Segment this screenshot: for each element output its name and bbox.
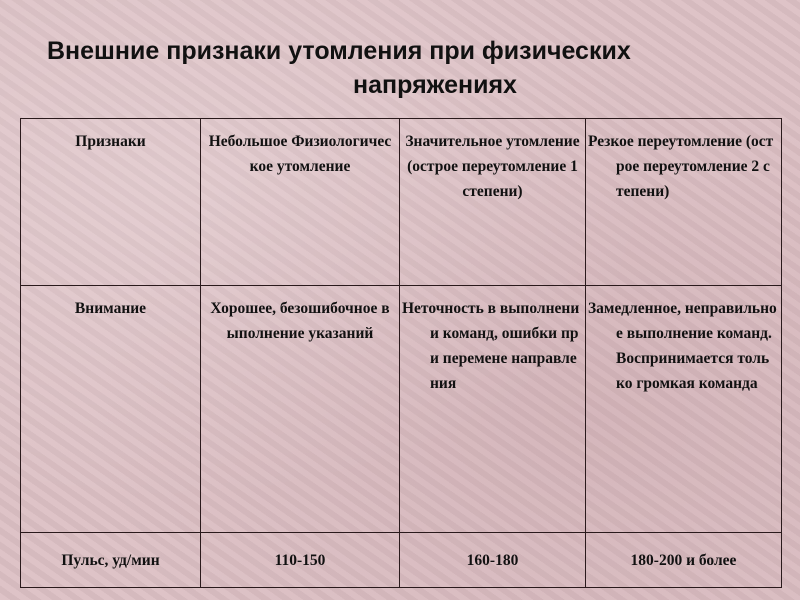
header-cell-mild-fatigue: Небольшое Физиологическое утомление [201,119,400,286]
table-row [21,286,782,533]
header-cell-severe-fatigue: Резкое переутомление (острое переутомление 2 степени) [586,119,782,286]
row-attention-mild: Хорошее, безошибочное выполнение указаний [201,286,400,533]
row-attention-sign: Внимание [21,286,201,533]
header-cell-significant-fatigue: Значительное утомление (острое переутомление 1 степени) [400,119,586,286]
row-pulse-severe: 180-200 и более [586,533,782,588]
fatigue-signs-table [20,118,782,588]
header-cell-signs: Признаки [21,119,201,286]
row-pulse-sign: Пульс, уд/мин [21,533,201,588]
row-pulse-significant: 160-180 [400,533,586,588]
row-attention-severe: Замедленное, неправильное выполнение команд. Воспринимается только громкая команда [586,286,782,533]
title-line-2: напряжениях [353,71,517,99]
row-attention-significant: Неточность в выполнении команд, ошибки при перемене направления [400,286,586,533]
page-title [0,34,800,102]
table-header-row [21,119,782,286]
title-line-1: Внешние признаки утомления при физических [47,37,631,65]
table-row [21,533,782,588]
row-pulse-mild: 110-150 [201,533,400,588]
